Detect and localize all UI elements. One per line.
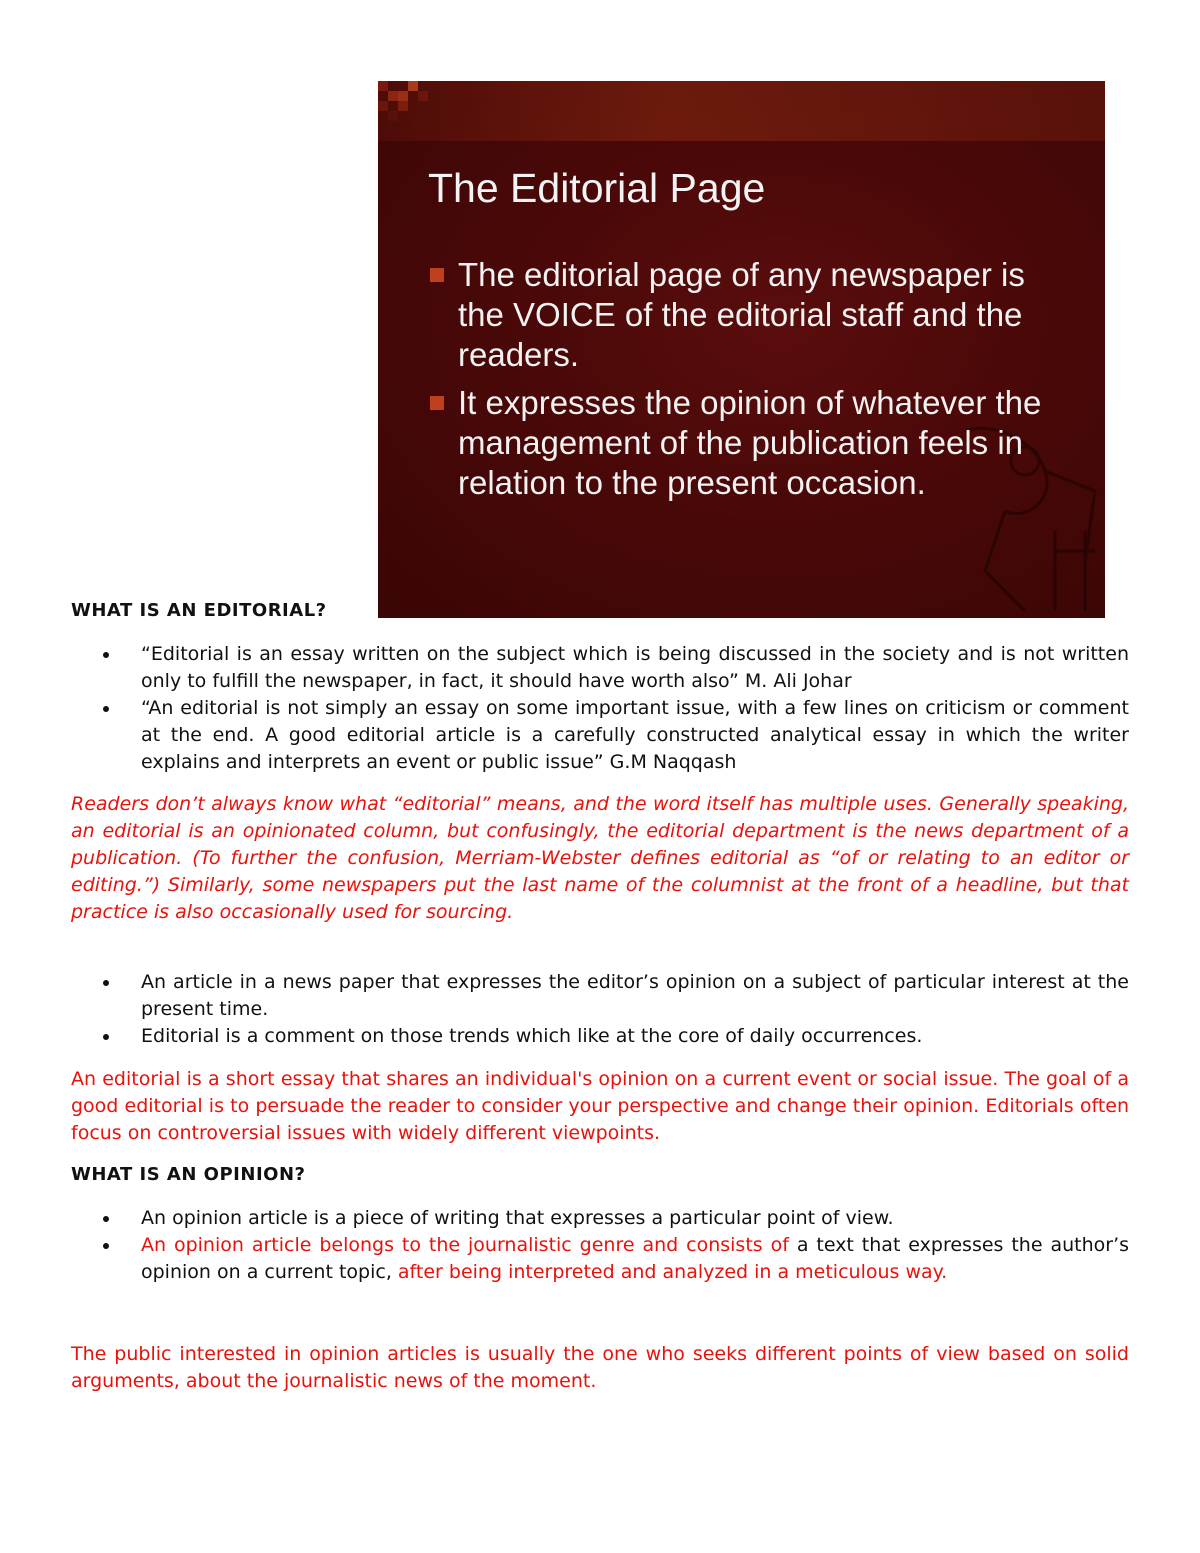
slide-bullet-item xyxy=(428,383,1068,503)
editorial-definitions-list xyxy=(71,641,1129,776)
checkmark-pixel-icon xyxy=(378,81,438,141)
list-item-text: An article in a news paper that expresses the editor’s opinion on a subject of particular interest at the present time. xyxy=(141,971,1129,1020)
list-item-text: “An editorial is not simply an essay on some important issue, with a few lines on criticism or comment at the end. A good editorial article is a carefully constructed analytical essay in which the writer explains and interprets an event or public issue” G.M Naqqash xyxy=(141,697,1129,773)
list-item-text-red-end: after being interpreted and analyzed in a meticulous way. xyxy=(397,1261,948,1283)
list-item-text: Editorial is a comment on those trends which like at the core of daily occurrences. xyxy=(141,1025,923,1047)
editorial-note-italic: Readers don’t always know what “editorial” means, and the word itself has multiple uses. Generally speaking, an editorial is an opinionated column, but confusingly, the editorial department is the news department of a publication. (To further the confusion, Merriam-Webster defines editorial as “of or relating to an editor or editing.”) Similarly, some newspapers put the last name of the columnist at the front of a headline, but that practice is also occasionally used for sourcing. xyxy=(71,793,1129,923)
bullet-dot-icon xyxy=(103,1034,109,1040)
bullet-dot-icon xyxy=(103,652,109,658)
opinion-note: The public interested in opinion articles is usually the one who seeks different points of view based on solid arguments, about the journalistic news of the moment. xyxy=(71,1343,1129,1392)
list-item-text: An opinion article is a piece of writing that expresses a particular point of view. xyxy=(141,1207,894,1229)
slide-bullet-list xyxy=(428,255,1068,511)
bullet-dot-icon xyxy=(103,1243,109,1249)
list-item xyxy=(71,1023,1129,1050)
editorial-note: An editorial is a short essay that shares an individual's opinion on a current event or social issue. The goal of a good editorial is to persuade the reader to consider your perspective and change their opinion. Editorials often focus on controversial issues with widely different viewpoints. xyxy=(71,1068,1129,1144)
heading-what-is-an-editorial: WHAT IS AN EDITORIAL? xyxy=(71,600,327,621)
square-bullet-icon xyxy=(430,268,444,282)
slide-bullet-text: The editorial page of any newspaper is the VOICE of the editorial staff and the readers. xyxy=(458,256,1025,373)
list-item-text-black: a text that expresses the author’s opinion on a current topic, xyxy=(141,1234,1130,1283)
bullet-dot-icon xyxy=(103,706,109,712)
heading-what-is-an-opinion: WHAT IS AN OPINION? xyxy=(71,1164,306,1185)
slide-title: The Editorial Page xyxy=(428,165,766,211)
slide-bullet-item xyxy=(428,255,1068,375)
list-item xyxy=(71,1205,1129,1232)
slide-bullet-text: It expresses the opinion of whatever the management of the publication feels in relation to the present occasion. xyxy=(458,384,1042,501)
list-item xyxy=(71,695,1129,776)
list-item xyxy=(71,641,1129,695)
editorial-definitions-list-2 xyxy=(71,969,1129,1050)
bullet-dot-icon xyxy=(103,980,109,986)
list-item-text-red-start: An opinion article belongs to the journalistic genre and consists of xyxy=(141,1234,789,1256)
list-item xyxy=(71,1232,1129,1286)
editorial-page-slide-image xyxy=(378,81,1105,618)
bullet-dot-icon xyxy=(103,1216,109,1222)
slide-top-band xyxy=(378,81,1105,141)
opinion-definitions-list xyxy=(71,1205,1129,1286)
list-item-text: “Editorial is an essay written on the subject which is being discussed in the society and is not written only to fulfill the newspaper, in fact, it should have worth also” M. Ali Johar xyxy=(141,643,1129,692)
list-item xyxy=(71,969,1129,1023)
square-bullet-icon xyxy=(430,396,444,410)
